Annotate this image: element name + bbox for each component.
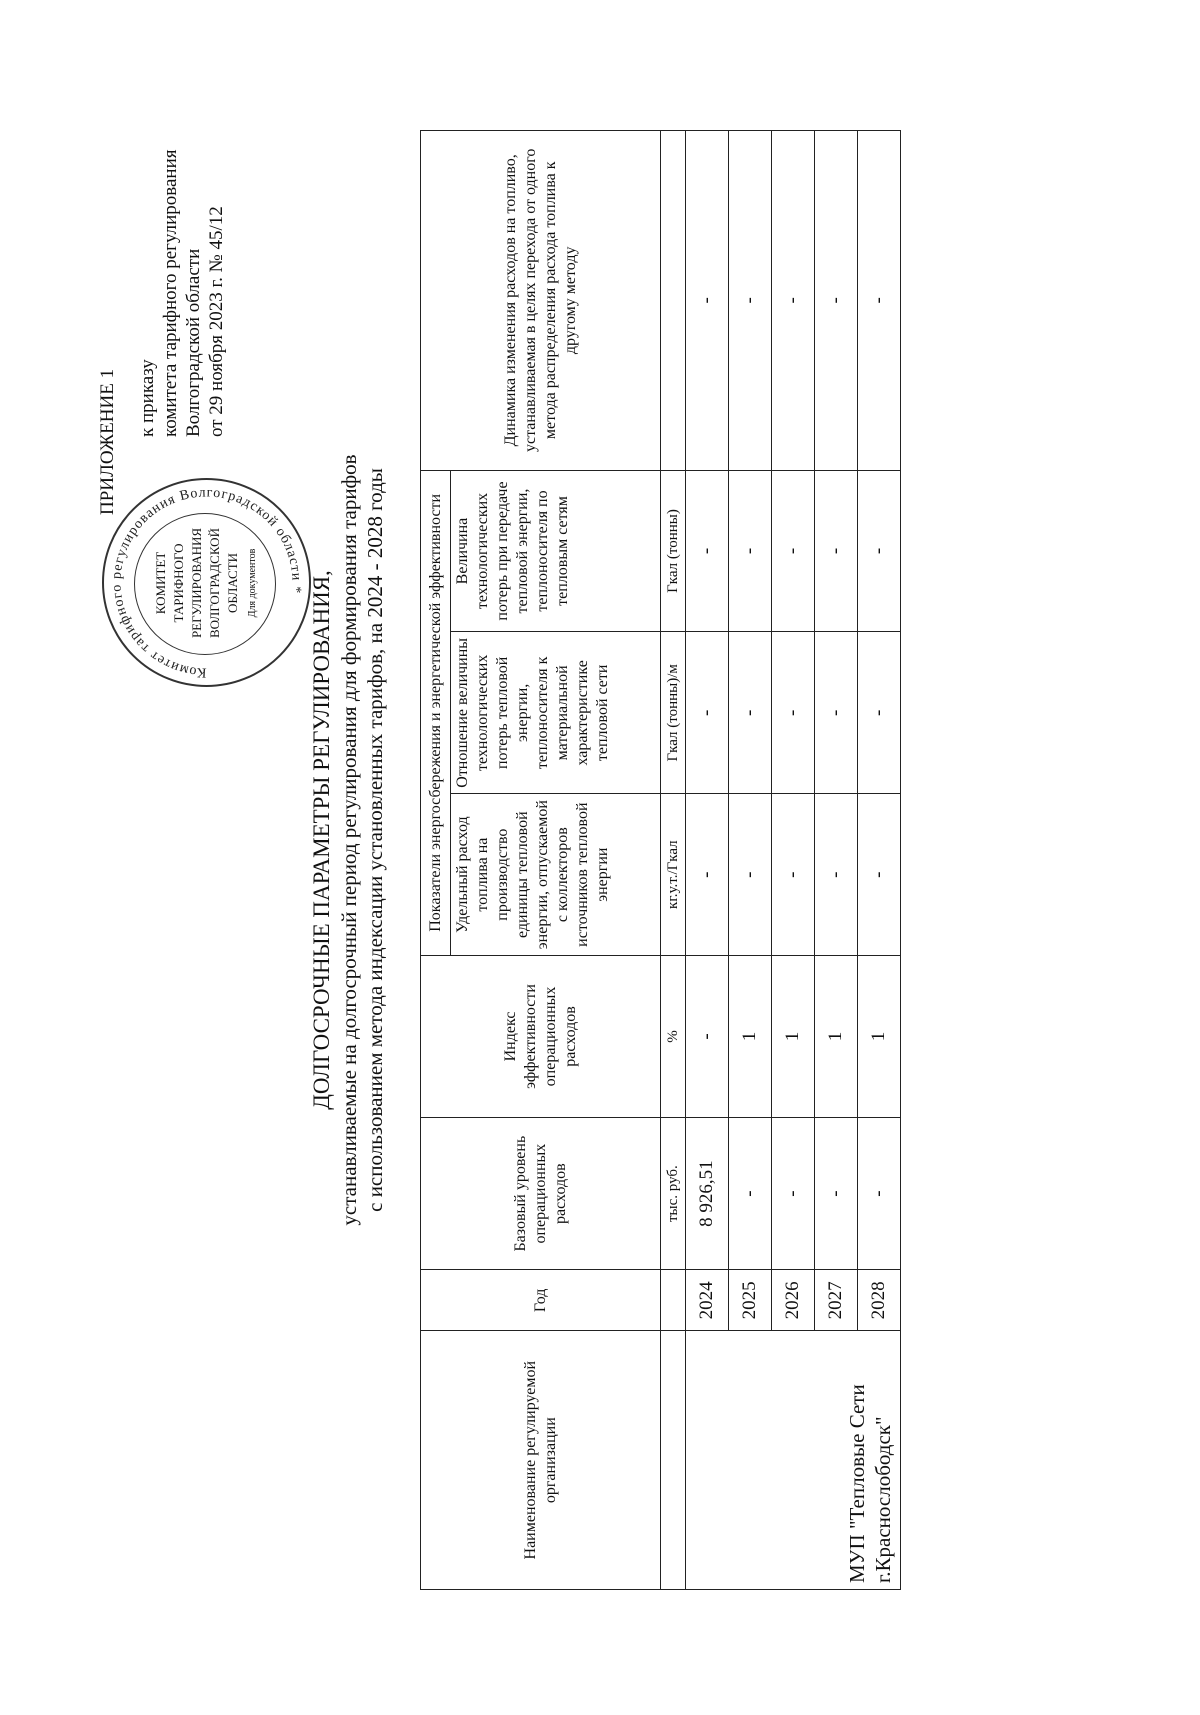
cell-ratio: - [729,632,772,794]
appendix-line: от 29 ноября 2023 г. № 45/12 [206,206,227,437]
cell-year: 2026 [772,1270,815,1331]
header-year: Год [421,1270,661,1331]
cell-dynamics: - [729,131,772,471]
cell-year: 2027 [815,1270,858,1331]
document-heading [308,215,388,1465]
cell-ratio: - [686,632,729,794]
header-group: Показатели энергосбережения и энергетической эффективности [421,470,451,955]
header-dynamics: Динамика изменения расходов на топливо, устанавливаемая в целях перехода от одного метода распределения расхода топлива к другому методу [421,131,661,471]
official-seal [102,478,311,687]
header-index: Индекс эффективности операционных расходов [421,956,661,1118]
cell-base: 8 926,51 [686,1117,729,1270]
cell-index: 1 [772,956,815,1118]
cell-index: 1 [815,956,858,1118]
cell-specific: - [858,794,901,956]
seal-center-text [152,513,262,653]
table-row [686,131,729,1590]
seal-bottom-text: Для документов [247,548,258,618]
cell-year: 2025 [729,1270,772,1331]
seal-line: РЕГУЛИРОВАНИЯ [189,527,204,639]
seal-line: ТАРИФНОГО [171,543,186,623]
unit-losses: Гкал (тонны) [661,470,686,632]
cell-losses: - [772,470,815,632]
seal-outer-text: Комитет тарифного регулирования Волгоградской области * [109,485,304,680]
unit-ratio: Гкал (тонны)/м [661,632,686,794]
seal-line: КОМИТЕТ [153,551,168,615]
cell-ratio: - [772,632,815,794]
cell-losses: - [686,470,729,632]
unit-index: % [661,956,686,1118]
appendix-line: комитета тарифного регулирования [160,149,181,437]
header-org: Наименование регулируемой организации [421,1331,661,1590]
header-ratio: Отношение величины технологических потерь тепловой энергии, теплоносителя к материальной характеристике тепловой сети [451,632,661,794]
cell-losses: - [729,470,772,632]
cell-specific: - [729,794,772,956]
document-title: ДОЛГОСРОЧНЫЕ ПАРАМЕТРЫ РЕГУЛИРОВАНИЯ, [309,570,334,1110]
appendix-line: к приказу [137,359,158,437]
document-subtitle: устанавливаемые на долгосрочный период регулирования для формирования тарифов [337,454,361,1226]
cell-base: - [772,1117,815,1270]
cell-base: - [729,1117,772,1270]
unit-dynamics [661,131,686,471]
cell-specific: - [815,794,858,956]
header-specific: Удельный расход топлива на производство единицы тепловой энергии, отпускаемой с коллекторов источников тепловой энергии [451,794,661,956]
cell-index: 1 [729,956,772,1118]
cell-year: 2028 [858,1270,901,1331]
organization-name: МУП "Тепловые Сети г.Краснослободск" [686,1331,901,1590]
unit-org [661,1331,686,1590]
cell-dynamics: - [772,131,815,471]
cell-losses: - [815,470,858,632]
appendix-line: Волгоградской области [183,248,204,437]
document-subtitle: с использованием метода индексации установленных тарифов, на 2024 - 2028 годы [363,468,387,1212]
cell-dynamics: - [686,131,729,471]
cell-specific: - [772,794,815,956]
cell-dynamics: - [858,131,901,471]
cell-specific: - [686,794,729,956]
parameters-table [420,130,901,1590]
cell-index: 1 [858,956,901,1118]
appendix-title: ПРИЛОЖЕНИЕ 1 [97,368,118,515]
header-base: Базовый уровень операционных расходов [421,1117,661,1270]
unit-base: тыс. руб. [661,1117,686,1270]
cell-base: - [815,1117,858,1270]
unit-year [661,1270,686,1331]
cell-ratio: - [858,632,901,794]
seal-line: ОБЛАСТИ [225,552,240,614]
cell-losses: - [858,470,901,632]
cell-year: 2024 [686,1270,729,1331]
header-losses: Величина технологических потерь при передаче тепловой энергии, теплоносителя по тепловым сетям [451,470,661,632]
cell-ratio: - [815,632,858,794]
cell-dynamics: - [815,131,858,471]
cell-base: - [858,1117,901,1270]
seal-line: ВОЛГОГРАДСКОЙ [207,528,222,638]
unit-specific: кг.у.т./Гкал [661,794,686,956]
cell-index: - [686,956,729,1118]
